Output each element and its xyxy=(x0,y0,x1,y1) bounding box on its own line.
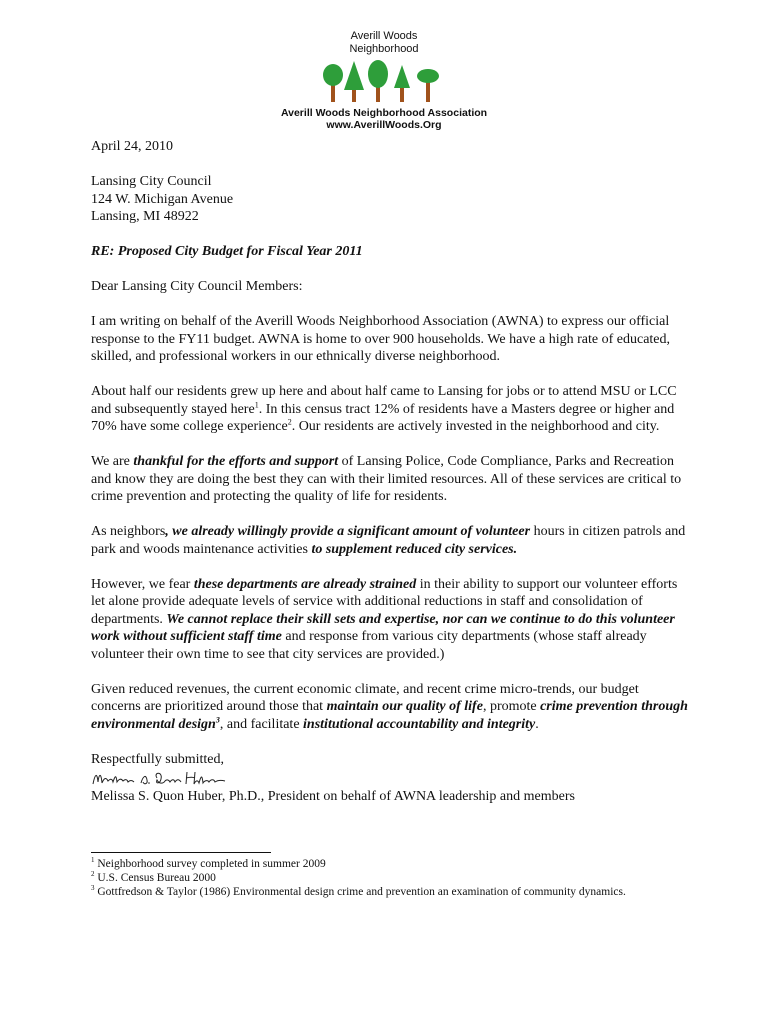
tree-canopy-1 xyxy=(323,64,343,86)
tree-trunk-3 xyxy=(376,87,380,102)
tree-canopy-5 xyxy=(417,69,439,83)
letterhead-name-line1: Averill Woods xyxy=(350,30,418,42)
tree-canopy-3 xyxy=(368,60,388,88)
paragraph-5: However, we fear these departments are already strained in their ability to support our volunteer efforts let alone provide adequate levels of service with additional reductions in staff and consolidation of departments. We cannot replace their skill sets and expertise, nor can we continue to do this volunteer work without sufficient staff time and response from various city departments (whose staff already volunteer their own time to see that city services are provided.) xyxy=(91,576,678,662)
footnote-ref-2: 2 xyxy=(287,417,292,427)
salutation: Dear Lansing City Council Members: xyxy=(91,279,303,294)
paragraph-1: I am writing on behalf of the Averill Woods Neighborhood Association (AWNA) to express our official response to the FY11 budget. AWNA is home to over 900 households. We have a high rate of educated, skilled, and professional workers in our ethnically diverse neighborhood. xyxy=(91,314,671,364)
signer-name: Melissa S. Quon Huber, Ph.D., President on behalf of AWNA leadership and members xyxy=(91,789,575,804)
letterhead xyxy=(0,30,768,131)
handwritten-signature xyxy=(91,768,231,788)
footnotes xyxy=(91,857,731,899)
footnote-2: $^2$ U.S. Census Bureau 2000 xyxy=(91,870,216,884)
association-name: Averill Woods Neighborhood Association xyxy=(280,107,488,119)
recipient-line-1: Lansing City Council xyxy=(91,174,212,189)
closing: Respectfully submitted, xyxy=(91,751,224,767)
tree-trunk-5 xyxy=(426,81,430,102)
paragraph-4: As neighbors, we already willingly provide a significant amount of volunteer hours in citizen patrols and park and woods maintenance activities to supplement reduced city services. xyxy=(91,524,686,557)
tree-canopy-2 xyxy=(344,61,364,90)
footnote-ref-1: 1 xyxy=(254,399,259,409)
footnote-ref-3: 3 xyxy=(215,714,220,724)
paragraph-3: We are thankful for the efforts and support of Lansing Police, Code Compliance, Parks and Recreation and know they are doing the best they can with their limited resources. All of these services are critical to crime prevention and protecting the quality of life for residents. xyxy=(91,454,682,504)
trees-logo-icon xyxy=(322,59,446,103)
association-website: www.AverillWoods.Org xyxy=(326,119,442,131)
paragraph-2: About half our residents grew up here and about half came to Lansing for jobs or to attend MSU or LCC and subsequently stayed here$^1$. In this census tract 12% of residents have a Masters degree or higher and 70% have some college experience$^2$. Our residents are actively invested in the neighborhood and city. xyxy=(91,384,677,434)
footnote-1: $^1$ Neighborhood survey completed in summer 2009 xyxy=(91,856,326,870)
letter-date: April 24, 2010 xyxy=(91,139,174,154)
letter-body xyxy=(91,138,691,806)
recipient-line-2: 124 W. Michigan Avenue xyxy=(91,191,234,207)
paragraph-6: Given reduced revenues, the current economic climate, and recent crime micro-trends, our budget concerns are prioritized around those that maintain our quality of life, promote crime prevention through environmental design$^3$, and facilitate institutional accountability and integrity. xyxy=(91,681,688,732)
recipient-line-3: Lansing, MI 48922 xyxy=(91,209,199,224)
subject-line: RE: Proposed City Budget for Fiscal Year 2011 xyxy=(91,244,363,259)
footnote-3: $^3$ Gottfredson & Taylor (1986) Environmental design crime and prevention an examination of community dynamics. xyxy=(91,884,626,898)
footnote-divider xyxy=(91,852,271,853)
letterhead-name-line2: Neighborhood xyxy=(349,43,419,55)
tree-canopy-4 xyxy=(394,65,410,88)
